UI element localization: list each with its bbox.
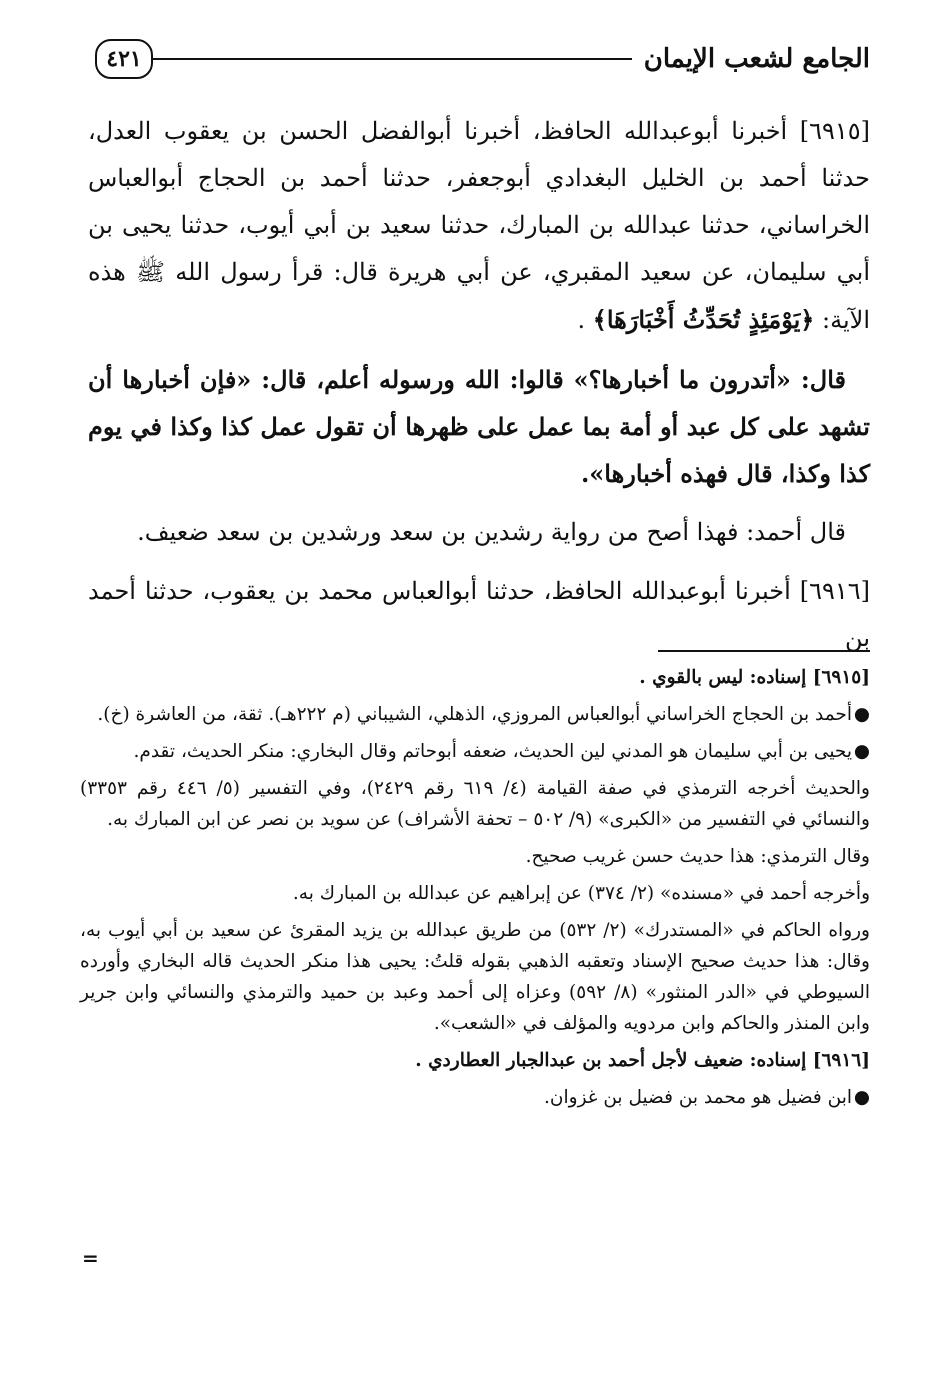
hadith-6915-end: . — [577, 306, 586, 334]
note-6915-heading: [٦٩١٥] إسناده: ليس بالقوي . — [639, 667, 870, 688]
note-6915-bullet-1-text: أحمد بن الحجاج الخراساني أبوالعباس المروزي، الذهلي، الشيباني (م ٢٢٢هـ). ثقة، من العاشرة (خ). — [97, 704, 852, 725]
hadith-6915-text: [٦٩١٥] أخبرنا أبوعبدالله الحافظ، أخبرنا أبوالفضل الحسن بن يعقوب العدل، حدثنا أحمد بن الخليل البغدادي أبوجعفر، حدثنا أحمد بن الحجاج أبوالعباس الخراساني، حدثنا عبدالله بن المبارك، حدثنا سعيد بن أبي أيوب، حدثنا يحيى بن أبي سليمان، عن سعيد المقبري، عن أبي هريرة قال: قرأ رسول الله ﷺ هذه الآية: — [88, 117, 871, 334]
footnotes — [80, 662, 870, 1119]
note-6915-bullet-2-text: يحيى بن أبي سليمان هو المدني لين الحديث، ضعفه أبوحاتم وقال البخاري: منكر الحديث، تقدم. — [133, 741, 852, 762]
main-text — [88, 108, 870, 674]
header-rule — [153, 58, 632, 60]
hadith-6915 — [88, 108, 870, 344]
note-6916-bullet-1-text: ابن فضيل هو محمد بن فضيل بن غزوان. — [544, 1087, 852, 1108]
note-6915-tirmidhi: وقال الترمذي: هذا حديث حسن غريب صحيح. — [525, 846, 870, 867]
book-title: الجامع لشعب الإيمان — [643, 44, 870, 74]
note-6916-heading: [٦٩١٦] إسناده: ضعيف لأجل أحمد بن عبدالجبار العطاردي . — [415, 1050, 870, 1071]
running-header — [95, 34, 870, 84]
note-6916-bullet-1 — [80, 1082, 870, 1113]
quran-verse: ﴿يَوْمَئِذٍ تُحَدِّثُ أَخْبَارَهَا﴾ — [592, 305, 815, 334]
footnote-divider — [658, 650, 870, 652]
bullet-icon: ● — [853, 741, 870, 762]
bullet-icon: ● — [853, 704, 870, 725]
bullet-icon: ● — [853, 1087, 870, 1108]
hadith-6915-matn: قال: «أتدرون ما أخبارها؟» قالوا: الله ورسوله أعلم، قال: «فإن أخبارها أن تشهد على كل عبد أو أمة بما عمل على ظهرها أن تقول عمل كذا وكذا في يوم كذا وكذا، قال فهذه أخبارها». — [88, 365, 870, 488]
note-6915-ahmad: وأخرجه أحمد في «مسنده» (٢/ ٣٧٤) عن إبراهيم عن عبدالله بن المبارك به. — [292, 883, 870, 904]
ahmad-comment: قال أحمد: فهذا أصح من رواية رشدين بن سعد ورشدين بن سعد ضعيف. — [137, 518, 846, 546]
note-6915-hakim: ورواه الحاكم في «المستدرك» (٢/ ٥٣٢) من طريق عبدالله بن يزيد المقرئ عن سعيد بن أبي أيوب به، وقال: هذا حديث صحيح الإسناد وتعقبه الذهبي بقوله قلتُ: يحيى هذا منكر الحديث قاله البخاري وأورده السيوطي في «الدر المنثور» (٨/ ٥٩٢) وعزاه إلى أحمد وعبد بن حميد والترمذي والنسائي وابن جرير وابن المنذر والحاكم وابن مردويه والمؤلف في «الشعب». — [80, 920, 870, 1034]
note-6915-takhrij: والحديث أخرجه الترمذي في صفة القيامة (٤/ ٦١٩ رقم ٢٤٢٩)، وفي التفسير (٥/ ٤٤٦ رقم ٣٣٥٣) والنسائي في التفسير من «الكبرى» (٩/ ٥٠٢ – تحفة الأشراف) عن سويد بن نصر عن ابن المبارك به. — [80, 778, 870, 830]
note-6915-bullet-2 — [80, 736, 870, 767]
page-number: ٤٢١ — [95, 39, 153, 79]
continuation-mark: = — [82, 1246, 99, 1270]
hadith-6916: [٦٩١٦] أخبرنا أبوعبدالله الحافظ، حدثنا أبوالعباس محمد بن يعقوب، حدثنا أحمد بن — [88, 577, 870, 652]
note-6915-bullet-1 — [80, 699, 870, 730]
